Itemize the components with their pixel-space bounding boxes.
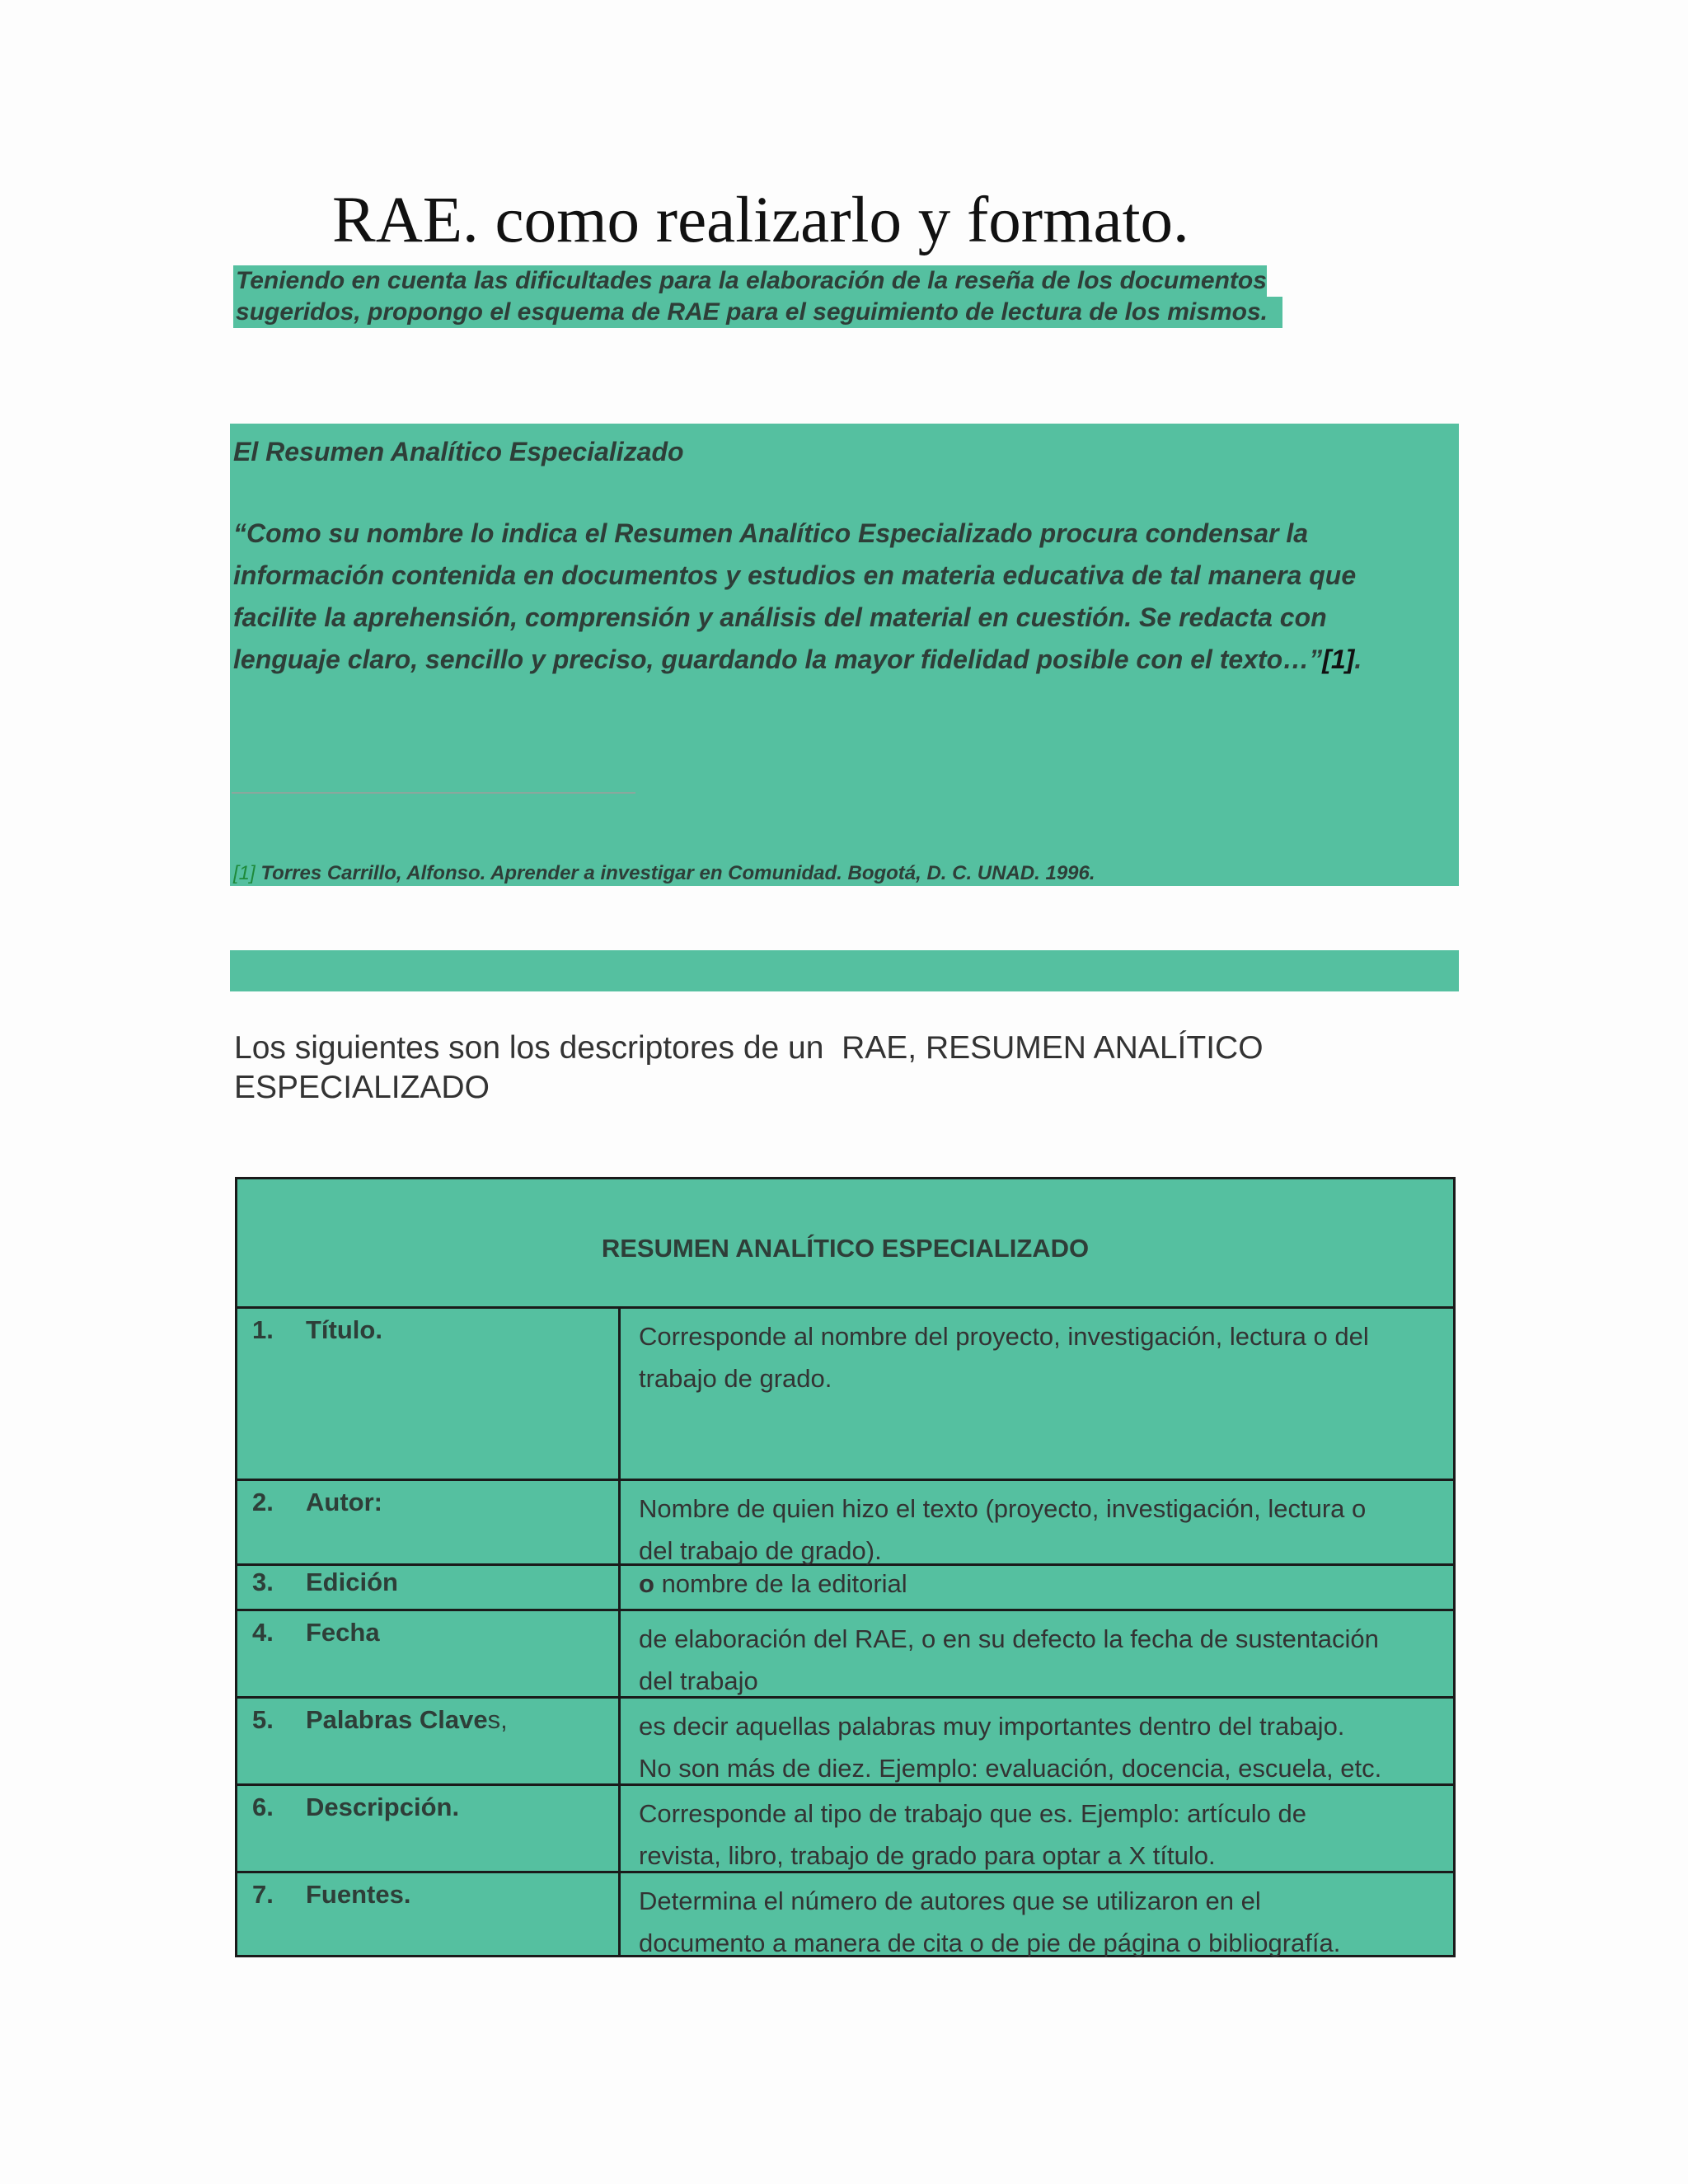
table-row xyxy=(237,1481,1453,1566)
item-label: Fuentes. xyxy=(306,1880,411,1909)
table-header-row xyxy=(237,1179,1453,1309)
description-text: nombre de la editorial xyxy=(661,1569,907,1598)
item-number: 5. xyxy=(252,1705,274,1734)
item-description xyxy=(639,1315,1445,1399)
item-label xyxy=(306,1705,508,1735)
rae-table xyxy=(235,1177,1456,1957)
item-label: Descripción. xyxy=(306,1793,460,1821)
description-line: revista, libro, trabajo de grado para optar a X título. xyxy=(639,1841,1216,1870)
item-number: 7. xyxy=(252,1880,274,1909)
item-description xyxy=(639,1488,1445,1572)
table-header: RESUMEN ANALÍTICO ESPECIALIZADO xyxy=(601,1234,1090,1263)
item-number: 2. xyxy=(252,1488,274,1516)
description-line: es decir aquellas palabras muy importantes dentro del trabajo. xyxy=(639,1712,1345,1741)
item-description xyxy=(639,1618,1445,1702)
block-heading: El Resumen Analítico Especializado xyxy=(233,437,684,466)
highlight-bar xyxy=(230,950,1459,991)
item-label: Fecha xyxy=(306,1618,380,1647)
quote-line: facilite la aprehensión, comprensión y análisis del material en cuestión. Se redacta con xyxy=(233,602,1327,632)
table-row xyxy=(237,1699,1453,1786)
description-line: trabajo de grado. xyxy=(639,1364,832,1393)
quote-line-text: lenguaje claro, sencillo y preciso, guardando la mayor fidelidad posible con el texto…” xyxy=(233,644,1323,674)
descriptors-line-1: Los siguientes son los descriptores de un RAE, RESUMEN ANALÍTICO xyxy=(234,1030,1264,1066)
description-line: Corresponde al tipo de trabajo que es. Ejemplo: artículo de xyxy=(639,1799,1306,1828)
description-line: del trabajo de grado). xyxy=(639,1536,882,1565)
table-row xyxy=(237,1786,1453,1873)
footnote-marker[interactable]: [1] xyxy=(233,862,256,884)
item-number: 3. xyxy=(252,1568,274,1596)
table-row xyxy=(237,1566,1453,1611)
footnote-reference-link[interactable]: [1] xyxy=(1322,644,1355,674)
item-label: Título. xyxy=(306,1315,382,1344)
item-cell xyxy=(237,1699,621,1783)
item-cell xyxy=(237,1611,621,1696)
item-label: Edición xyxy=(306,1568,398,1596)
item-cell xyxy=(237,1873,621,1955)
footnote-text: Torres Carrillo, Alfonso. Aprender a investigar en Comunidad. Bogotá, D. C. UNAD. 1996. xyxy=(260,862,1095,884)
item-cell xyxy=(237,1566,621,1609)
description-line: del trabajo xyxy=(639,1666,758,1695)
page-title: RAE. como realizarlo y formato. xyxy=(332,185,1189,256)
descriptors-line-2: ESPECIALIZADO xyxy=(234,1070,490,1105)
item-number: 6. xyxy=(252,1793,274,1821)
table-row xyxy=(237,1873,1453,1955)
item-label-suffix: s, xyxy=(487,1705,508,1734)
intro-line-1: Teniendo en cuenta las dificultades para la elaboración de la reseña de los documentos xyxy=(233,265,1267,297)
intro-line-2: sugeridos, propongo el esquema de RAE para el seguimiento de lectura de los mismos. xyxy=(233,297,1282,328)
quote-end: . xyxy=(1354,644,1362,674)
description-bold: o xyxy=(639,1569,654,1598)
description-line: No son más de diez. Ejemplo: evaluación, docencia, escuela, etc. xyxy=(639,1754,1382,1783)
footnote xyxy=(233,862,1095,885)
description-line: Determina el número de autores que se utilizaron en el xyxy=(639,1886,1261,1915)
descriptors-paragraph xyxy=(234,1029,1264,1108)
description-line: de elaboración del RAE, o en su defecto la fecha de sustentación xyxy=(639,1624,1379,1653)
description-line xyxy=(639,1568,1445,1601)
table-row xyxy=(237,1611,1453,1699)
quote-block xyxy=(230,424,1459,886)
item-description xyxy=(639,1793,1445,1877)
description-line: documento a manera de cita o de pie de página o bibliografía. xyxy=(639,1929,1341,1957)
item-label-text: Palabras Clave xyxy=(306,1705,488,1734)
item-description xyxy=(639,1568,1445,1601)
table-row xyxy=(237,1309,1453,1481)
quote-line: información contenida en documentos y estudios en materia educativa de tal manera que xyxy=(233,560,1357,590)
description-line: Corresponde al nombre del proyecto, investigación, lectura o del xyxy=(639,1322,1369,1351)
quote-line xyxy=(233,643,1362,676)
item-number: 4. xyxy=(252,1618,274,1647)
item-number: 1. xyxy=(252,1315,274,1344)
item-cell xyxy=(237,1786,621,1871)
item-cell xyxy=(237,1309,621,1479)
footnote-divider xyxy=(232,792,635,794)
item-cell xyxy=(237,1481,621,1563)
item-label: Autor: xyxy=(306,1488,382,1516)
item-description xyxy=(639,1880,1445,1964)
description-line: Nombre de quien hizo el texto (proyecto, investigación, lectura o xyxy=(639,1494,1367,1523)
item-description xyxy=(639,1705,1445,1789)
quote-line: “Como su nombre lo indica el Resumen Analítico Especializado procura condensar la xyxy=(233,518,1309,548)
